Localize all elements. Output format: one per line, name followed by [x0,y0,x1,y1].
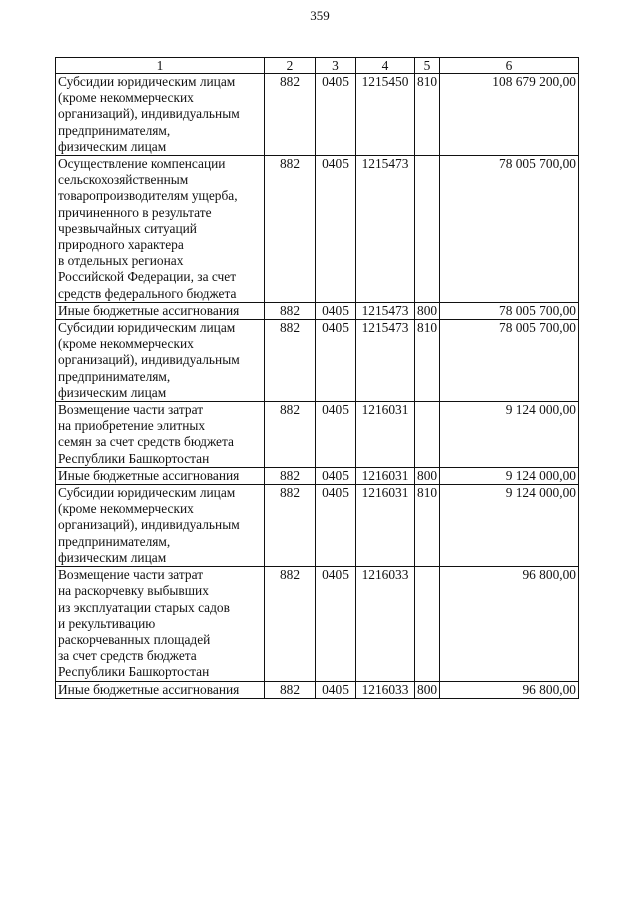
table-row [56,567,579,681]
item-name-cell [56,485,265,567]
column-header: 5 [415,58,440,74]
expense-type-cell: 810 [415,320,440,402]
item-name-line: Иные бюджетные ассигнования [58,302,240,318]
item-name-line: за счет средств бюджета [58,648,197,664]
section-code-cell: 0405 [316,485,356,567]
target-code-cell: 1216031 [356,402,415,468]
item-name-line: Возмещение части затрат [58,402,204,418]
item-name-line: физическим лицам [58,549,167,565]
item-name-line: Субсидии юридическим лицам [58,74,236,89]
item-name-line: природного характера [58,237,184,253]
item-name-line: причиненного в результате [58,204,212,220]
item-name-line: Иные бюджетные ассигнования [58,467,240,483]
amount-cell: 108 679 200,00 [440,74,579,156]
section-code-cell: 0405 [316,320,356,402]
item-name-line: предпринимателям, [58,122,171,138]
section-code-cell: 0405 [316,156,356,303]
section-code-cell: 0405 [316,567,356,681]
item-name-line: физическим лицам [58,384,167,400]
admin-code-cell: 882 [265,74,316,156]
target-code-cell: 1216033 [356,567,415,681]
section-code-cell: 0405 [316,467,356,484]
item-name-line: Российской Федерации, за счет [58,269,237,285]
section-code-cell: 0405 [316,302,356,319]
item-name-cell [56,320,265,402]
admin-code-cell: 882 [265,156,316,303]
column-header: 1 [56,58,265,74]
expense-type-cell: 810 [415,74,440,156]
item-name-cell [56,302,265,319]
item-name-cell [56,74,265,156]
amount-cell: 78 005 700,00 [440,302,579,319]
section-code-cell: 0405 [316,74,356,156]
table-row [56,402,579,468]
admin-code-cell: 882 [265,320,316,402]
item-name-line: сельскохозяйственным [58,172,189,188]
target-code-cell: 1216031 [356,485,415,567]
target-code-cell: 1216033 [356,681,415,698]
column-header: 6 [440,58,579,74]
item-name-line: (кроме некоммерческих [58,90,194,106]
item-name-line: на приобретение элитных [58,418,206,434]
column-header: 3 [316,58,356,74]
admin-code-cell: 882 [265,302,316,319]
table-row [56,485,579,567]
item-name-line: организаций), индивидуальным [58,517,240,533]
amount-cell: 96 800,00 [440,567,579,681]
item-name-line: Субсидии юридическим лицам [58,320,236,336]
amount-cell: 9 124 000,00 [440,485,579,567]
admin-code-cell: 882 [265,485,316,567]
admin-code-cell: 882 [265,402,316,468]
table-header-row [56,58,579,74]
item-name-line: раскорчеванных площадей [58,631,211,647]
column-header: 4 [356,58,415,74]
expense-type-cell: 800 [415,302,440,319]
item-name-line: (кроме некоммерческих [58,336,194,352]
expense-type-cell [415,402,440,468]
table-row [56,74,579,156]
item-name-line: товаропроизводителям ущерба, [58,188,238,204]
item-name-line: семян за счет средств бюджета [58,434,234,450]
target-code-cell: 1215450 [356,74,415,156]
amount-cell: 96 800,00 [440,681,579,698]
amount-cell: 78 005 700,00 [440,320,579,402]
item-name-cell [56,567,265,681]
expense-type-cell [415,156,440,303]
expense-type-cell [415,567,440,681]
item-name-cell [56,681,265,698]
item-name-line: организаций), индивидуальным [58,106,240,122]
page-number: 359 [310,8,330,23]
item-name-line: Осуществление компенсации [58,156,226,172]
table-row [56,320,579,402]
table-row [56,467,579,484]
item-name-line: предпринимателям, [58,368,171,384]
item-name-line: из эксплуатации старых садов [58,599,230,615]
item-name-line: чрезвычайных ситуаций [58,220,197,236]
item-name-cell [56,156,265,303]
target-code-cell: 1215473 [356,320,415,402]
admin-code-cell: 882 [265,567,316,681]
table-row [56,681,579,698]
amount-cell: 78 005 700,00 [440,156,579,303]
expense-type-cell: 800 [415,681,440,698]
table-row [56,156,579,303]
target-code-cell: 1215473 [356,302,415,319]
budget-table [55,57,579,699]
section-code-cell: 0405 [316,681,356,698]
item-name-line: физическим лицам [58,138,167,154]
amount-cell: 9 124 000,00 [440,402,579,468]
item-name-line: в отдельных регионах [58,253,184,269]
item-name-line: средств федерального бюджета [58,285,237,301]
item-name-line: Республики Башкортостан [58,450,210,466]
item-name-line: Иные бюджетные ассигнования [58,681,240,697]
admin-code-cell: 882 [265,681,316,698]
expense-type-cell: 810 [415,485,440,567]
expense-type-cell: 800 [415,467,440,484]
item-name-line: (кроме некоммерческих [58,501,194,517]
admin-code-cell: 882 [265,467,316,484]
column-header: 2 [265,58,316,74]
item-name-line: на раскорчевку выбывших [58,583,209,599]
item-name-cell [56,402,265,468]
item-name-line: предпринимателям, [58,533,171,549]
item-name-line: Возмещение части затрат [58,567,204,583]
table-row [56,302,579,319]
item-name-cell [56,467,265,484]
target-code-cell: 1215473 [356,156,415,303]
item-name-line: и рекультивацию [58,615,156,631]
section-code-cell: 0405 [316,402,356,468]
item-name-line: организаций), индивидуальным [58,352,240,368]
item-name-line: Субсидии юридическим лицам [58,485,236,501]
item-name-line: Республики Башкортостан [58,664,210,680]
amount-cell: 9 124 000,00 [440,467,579,484]
target-code-cell: 1216031 [356,467,415,484]
